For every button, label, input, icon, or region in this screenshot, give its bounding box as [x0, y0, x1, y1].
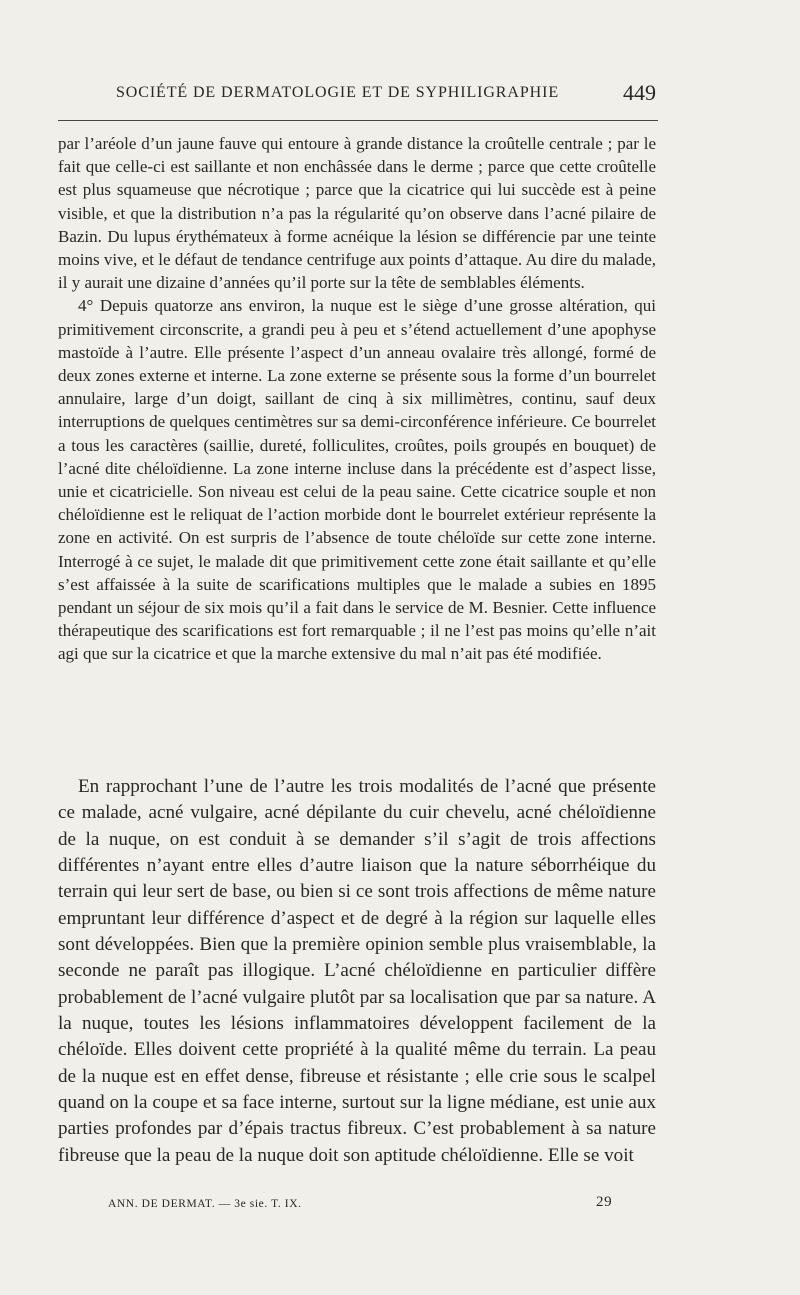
page-header: [116, 80, 656, 110]
running-title: SOCIÉTÉ DE DERMATOLOGIE ET DE SYPHILIGRAPHIE: [116, 84, 559, 101]
journal-signature: ANN. DE DERMAT. — 3e sie. T. IX.: [108, 1198, 302, 1210]
page-footer: [108, 1194, 613, 1216]
body-paragraph: 4° Depuis quatorze ans environ, la nuque est le siège d’une grosse altération, qui primitivement circonscrite, a grandi peu à peu et s’étend actuellement d’une apophyse mastoïde à l’autre. Elle présente l’aspect d’un anneau ovalaire très allongé, formé de deux zones externe et interne. La zone externe se présente sous la forme d’un bourrelet annulaire, large d’un doigt, saillant de cinq à six millimètres, continu, sauf deux interruptions de quelques centimètres sur sa demi-circonférence inférieure. Ce bourrelet a tous les caractères (saillie, dureté, folliculites, croûtes, poils groupés en bouquet) de l’acné dite chéloïdienne. La zone interne incluse dans la précédente est d’aspect lisse, unie et cicatricielle. Son niveau est celui de la peau saine. Cette cicatrice souple et non chéloïdienne est le reliquat de l’action morbide dont le bourrelet extérieur représente la zone en activité. On est surpris de l’absence de toute chéloïde sur cette zone interne. Interrogé à ce sujet, le malade dit que primitivement cette zone était saillante et qu’elle s’est affaissée à la suite de scarifications multiples que le malade a subies en 1895 pendant un séjour de six mois qu’il a fait dans le service de M. Besnier. Cette influence thérapeutique des scarifications est fort remarquable ; il ne l’est pas moins qu’elle n’ait agi que sur la cicatrice et que la marche extensive du mal n’ait pas été modifiée.: [58, 296, 656, 664]
page-number: 449: [623, 80, 656, 105]
header-rule: [58, 120, 658, 121]
case-description-section: [58, 132, 656, 666]
signature-number: 29: [596, 1194, 613, 1210]
body-paragraph: En rapprochant l’une de l’autre les trois modalités de l’acné que présente ce malade, acné vulgaire, acné dépilante du cuir chevelu, acné chéloïdienne de la nuque, on est conduit à se demander s’il s’agit de trois affections différentes n’ayant entre elles d’autre liaison que la nature séborrhéique du terrain qui leur sert de base, ou bien si ce sont trois affections de même nature empruntant leur différence d’aspect et de degré à la région sur laquelle elles sont développées. Bien que la première opinion semble plus vraisemblable, la seconde ne paraît pas illogique. L’acné chéloïdienne en particulier diffère probablement de l’acné vulgaire plutôt par sa localisation que par sa nature. A la nuque, toutes les lésions inflammatoires développent facilement de la chéloïde. Elles doivent cette propriété à la qualité même du terrain. La peau de la nuque est en effet dense, fibreuse et résistante ; elle crie sous le scalpel quand on la coupe et sa face interne, surtout sur la ligne médiane, est unie aux parties profondes par d’épais tractus fibreux. C’est probablement à sa nature fibreuse que la peau de la nuque doit son aptitude chéloïdienne. Elle se voit: [58, 776, 656, 1166]
discussion-section: [58, 774, 656, 1169]
body-paragraph: par l’aréole d’un jaune fauve qui entoure à grande distance la croûtelle centrale ; par le fait que celle-ci est saillante et non enchâssée dans le derme ; parce que cette croûtelle est plus squameuse que nécrotique ; parce que la cicatrice qui lui succède est à peine visible, et que la distribution n’a pas la régularité qu’on observe dans l’acné pilaire de Bazin. Du lupus érythémateux à forme acnéique la lésion se différencie par une teinte moins vive, et le défaut de tendance centrifuge aux points d’attaque. Au dire du malade, il y aurait une dizaine d’années qu’il porte sur la tête de semblables éléments.: [58, 134, 656, 293]
